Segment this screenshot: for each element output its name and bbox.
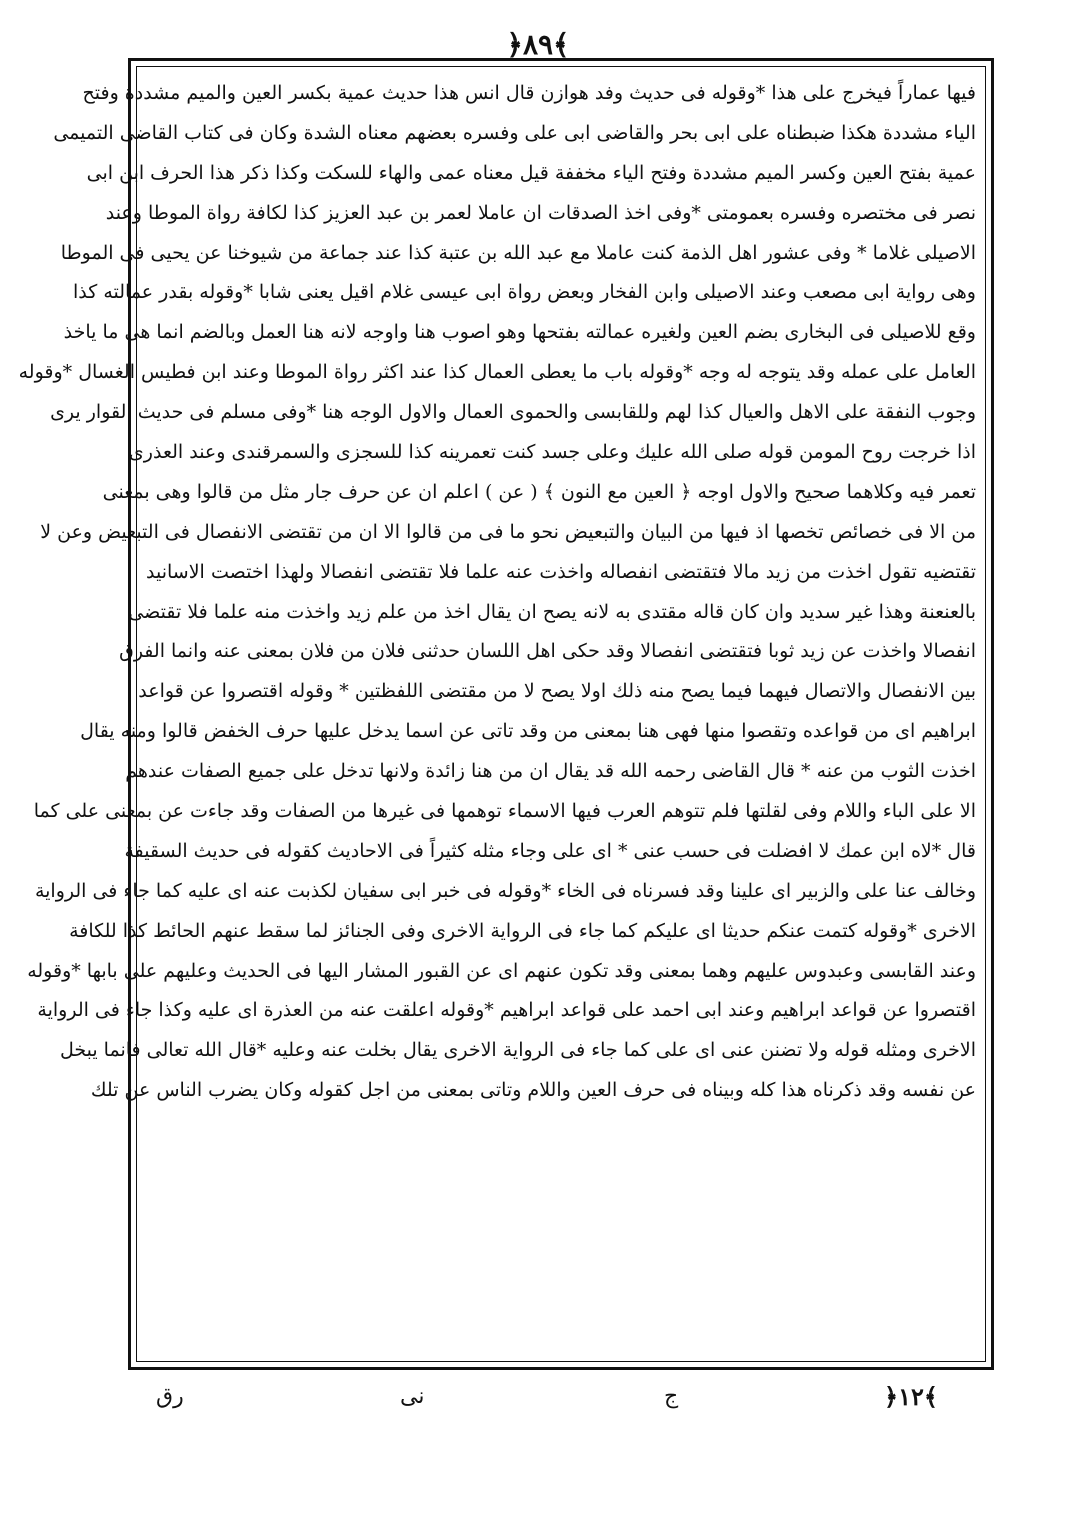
text-line: وهى رواية ابى مصعب وعند الاصيلى وابن الفخار وبعض رواة ابى عيسى غلام اقيل يعنى شابا *وقوله بقدر عمالته كذا [72,281,976,304]
text-line: الا على الباء واللام وفى لقلتها فلم تتوهم العرب فيها الاسماء توهمها فى غيرها من الصفات وقد جاءت عن بمعنى على كما [33,800,976,823]
text-line: قال *لاه ابن عمك لا افضلت فى حسب عنى * اى على وجاء مثله كثيراً فى الاحاديث كقوله فى حديث السقيفة [124,839,976,862]
text-line: وخالف عنا على والزبير اى علينا وقد فسرناه فى الخاء *وقوله فى خبر ابى سفيان لكذبت عنه اى عليه كما جاء فى الرواية [34,879,976,902]
text-line: عمية بفتح العين وكسر الميم مشددة وفتح الياء مخففة قيل معناه عمى والهاء للسكت وكذا ذكر هذا الحرف ابن ابى [86,161,976,184]
text-line: بالعنعنة وهذا غير سديد وان كان قاله مقتدى به لانه يصح ان يقال اخذ من علم زيد واخذت منه علما فلا تقتضى [128,600,976,623]
page-number: ﴿٨٩﴾ [506,28,570,61]
text-line: الياء مشددة هكذا ضبطناه على ابى بحر والقاضى ابى على وفسره بعضهم معناه الشدة وكان فى كتاب القاضى التميمى [53,121,976,144]
text-line: تعمر فيه وكلاهما صحيح والاول اوجه ﴿ العين مع النون ﴾ ( عن ) اعلم ان عن حرف جار مثل من قالوا وهى بمعنى [102,480,976,503]
text-line: اقتصروا عن قواعد ابراهيم وعند ابى احمد على قواعد ابراهيم *وقوله اعلقت عنه من العذرة اى عليه وكذا جاء فى الرواية [37,999,976,1022]
text-line: العامل على عمله وقد يتوجه له وجه *وقوله باب ما يعطى العمال كذا عند اكثر رواة الموطا وعند ابن فطيس الغسال *وقوله [18,361,976,384]
text-line: الاصيلى غلاما * وفى عشور اهل الذمة كنت عاملا مع عبد الله بن عتبة كذا عند جماعة من شيوخنا عن يحيى فى الموطا [60,241,976,264]
text-line: وعند القابسى وعبدوس عليهم وهما بمعنى وقد تكون عنهم اى عن القبور المشار اليها فى الحديث وعليهم على بابها *وقوله [27,959,976,982]
text-line: فيها عماراً فيخرج على هذا *وقوله فى حديث وفد هوازن قال انس هذا حديث عمية بكسر العين والميم مشددة وفتح [82,82,976,104]
text-line: عن نفسه وقد ذكرناه هذا كله وبيناه فى حرف العين واللام وتاتى بمعنى من اجل كقوله وكان يضرب الناس عن تلك [90,1079,976,1102]
text-line: انفصالا واخذت عن زيد ثوبا فتقتضى انفصالا وقد حكى اهل اللسان حدثنى فلان من فلان بمعنى عنه وانما الفرق [119,640,976,663]
signature-number: ﴿١٢﴾ [884,1382,938,1411]
text-line: وقع للاصيلى فى البخارى بضم العين ولغيره عمالته بفتحها وهو اصوب هنا واوجه لانه هنا العمل وبالضم انما هى ما ياخذ [63,321,976,344]
text-line: نصر فى مختصره وفسره بعمومتى *وفى اخذ الصدقات ان عاملا لعمر بن عبد العزيز كذا لكافة رواة الموطا وعند [105,201,976,224]
main-text-block [18,74,976,1358]
footer-note-raq: رق [156,1384,184,1409]
footer-note-jim: ج [664,1384,679,1409]
text-line: اذا خرجت روح المومن قوله صلى الله عليك وعلى جسد كنت تعمرينه كذا للسجزى والسمرقندى وعند العذرى [128,441,976,464]
text-line: ابراهيم اى من قواعده وتقصوا منها فهى هنا بمعنى من وقد تاتى عن اسما يدخل عليها حرف الخفض قالوا ومنه يقال [80,720,976,743]
text-line: من الا فى خصائص تخصها اذ فيها من البيان والتبعيض نحو ما فى من قالوا الا ان من تقتضى الانفصال فى التبعيض وعن لا [40,520,976,543]
text-line: وجوب النفقة على الاهل والعيال كذا لهم وللقابسى والحموى العمال والاول الوجه هنا *وفى مسلم فى حديث القوار يرى [50,401,976,424]
text-line: اخذت الثوب من عنه * قال القاضى رحمه الله قد يقال ان من هنا زائدة ولانها تدخل على جميع الصفات عندهم [125,760,976,783]
text-line: الاخرى *وقوله كتمت عنكم حديثا اى عليكم كما جاء فى الرواية الاخرى وفى الجنائز لما سقط عنهم الحائط كذا للكافة [69,919,976,942]
text-line: بين الانفصال والاتصال فيهما فيما يصح منه ذلك اولا يصح لا من مقتضى اللفظتين * وقوله اقتصروا عن قواعد [138,680,976,703]
text-line: تقتضيه تقول اخذت من زيد مالا فتقتضى انفصاله واخذت عنه علما فلا تقتضى انفصالا ولهذا اختصت الاسانيد [146,560,976,583]
text-line: الاخرى ومثله قوله ولا تضنن عنى اى على كما جاء فى الرواية الاخرى يقال بخلت عنه وعليه *قال الله تعالى فانما يبخل [59,1039,976,1062]
footer-note-ni: نى [400,1384,425,1409]
